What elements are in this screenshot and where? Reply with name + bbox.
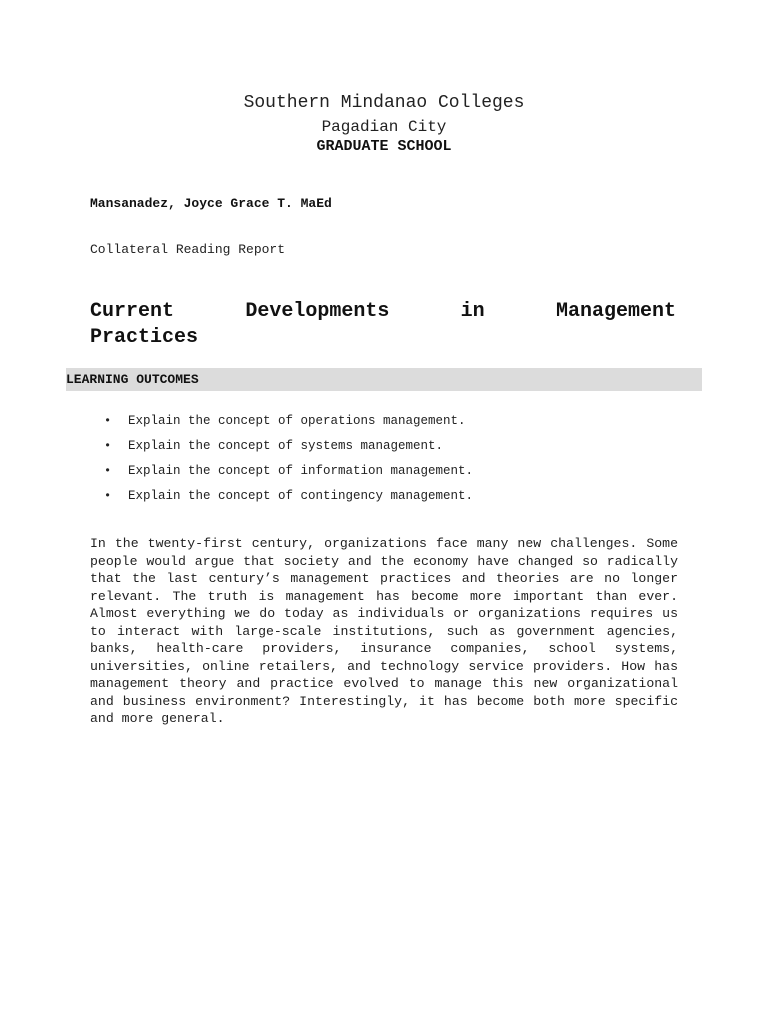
section-heading: LEARNING OUTCOMES	[66, 372, 199, 387]
body-paragraph: In the twenty-first century, organizations face many new challenges. Some people would argue that society and the economy have changed so radically that the last century’s management practices and theories are no longer relevant. The truth is management has become more important than ever. Almost everything we do today as individuals or organizations requires us to interact with large-scale institutions, such as government agencies, banks, health-care providers, insurance companies, school systems, universities, online retailers, and technology service providers. How has management theory and practice evolved to manage this new organizational and business environment? Interestingly, it has become both more specific and more general.	[90, 536, 678, 727]
list-item	[104, 487, 473, 512]
title-word: Developments	[245, 300, 390, 323]
document-title	[90, 299, 676, 351]
title-word: Management	[555, 300, 676, 323]
title-line-2: Practices	[90, 326, 199, 349]
report-type: Collateral Reading Report	[90, 242, 286, 257]
title-word: Current	[90, 300, 175, 323]
title-line-1	[90, 299, 676, 325]
author-name: Mansanadez, Joyce Grace T. MaEd	[90, 196, 332, 211]
outcome-text: Explain the concept of contingency management.	[128, 489, 474, 503]
outcome-text: Explain the concept of operations management.	[128, 414, 466, 428]
learning-outcomes-list	[104, 412, 473, 512]
bullet-icon: •	[104, 489, 112, 503]
bullet-icon: •	[104, 464, 112, 478]
outcome-text: Explain the concept of information management.	[128, 464, 474, 478]
outcome-text: Explain the concept of systems management.	[128, 439, 444, 453]
college-name: Southern Mindanao Colleges	[243, 93, 525, 113]
section-heading-bar	[66, 368, 702, 391]
bullet-icon: •	[104, 439, 112, 453]
bullet-icon: •	[104, 414, 112, 428]
title-word: in	[460, 300, 485, 323]
college-city: Pagadian City	[321, 118, 447, 136]
list-item	[104, 462, 473, 487]
list-item	[104, 437, 473, 462]
school-name: GRADUATE SCHOOL	[316, 138, 452, 155]
list-item	[104, 412, 473, 437]
